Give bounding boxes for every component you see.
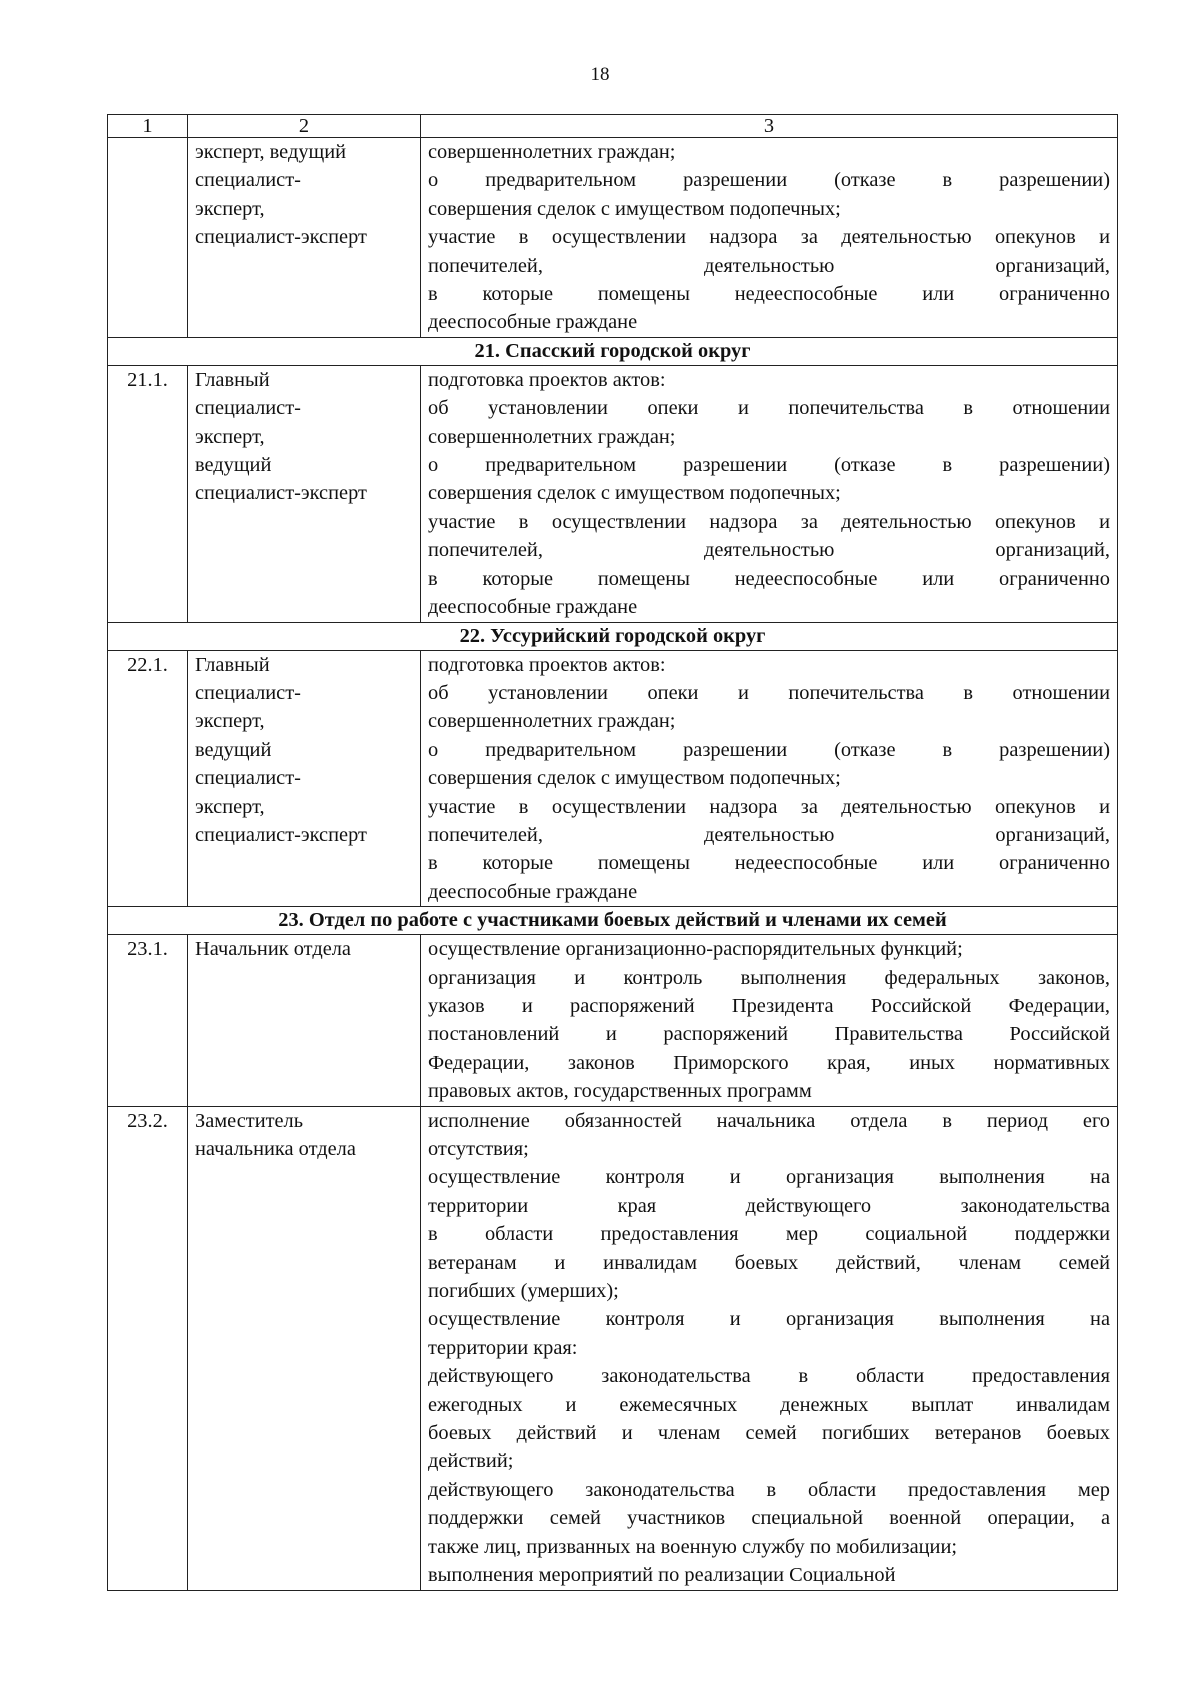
duties-cell — [421, 935, 1118, 1106]
position-cell — [188, 650, 421, 907]
row-number — [108, 138, 188, 338]
duty-line: отсутствия; — [428, 1138, 529, 1160]
position-line: эксперт, — [195, 795, 265, 818]
duty-line: поддержки семей участников специальной военной операции, а — [428, 1507, 1110, 1530]
position-line: ведущий — [195, 738, 272, 761]
duty-line: действующего законодательства в области предоставления мер — [428, 1478, 1110, 1501]
position-line: Заместитель — [195, 1109, 304, 1132]
header-col-3: 3 — [421, 115, 1118, 138]
duty-line: организация и контроль выполнения федеральных законов, — [428, 966, 1110, 989]
position-line: эксперт, — [195, 197, 265, 220]
position-line: специалист-эксперт — [195, 823, 367, 846]
position-cell — [188, 935, 421, 1106]
section-row — [108, 907, 1118, 935]
duty-line: действий; — [428, 1450, 514, 1473]
duty-line: о предварительном разрешении (отказе в разрешении) — [428, 454, 1110, 477]
row-number: 21.1. — [108, 365, 188, 622]
section-title: 23. Отдел по работе с участниками боевых действий и членами их семей — [108, 907, 1118, 935]
duty-line: ветеранам и инвалидам боевых действий, членам семей — [428, 1251, 1110, 1274]
duty-line: попечителей, деятельностью организаций, — [428, 823, 1110, 846]
duty-line: попечителей, деятельностью организаций, — [428, 539, 1110, 562]
position-line: специалист-эксперт — [195, 226, 367, 249]
position-cell — [188, 138, 421, 338]
duty-line: об установлении опеки и попечительства в отношении — [428, 681, 1110, 704]
duty-line: осуществление контроля и организация выполнения на — [428, 1308, 1110, 1331]
table-header-row — [108, 115, 1118, 138]
duties-cell — [421, 1106, 1118, 1590]
duty-line: в которые помещены недееспособные или ограниченно — [428, 567, 1110, 590]
duty-line: боевых действий и членам семей погибших ветеранов боевых — [428, 1422, 1110, 1445]
duty-line: совершения сделок с имуществом подопечных; — [428, 482, 841, 505]
duty-line: попечителей, деятельностью организаций, — [428, 254, 1110, 277]
section-title: 22. Уссурийский городской округ — [108, 622, 1118, 650]
duty-line: совершеннолетних граждан; — [428, 710, 676, 733]
duty-line: исполнение обязанностей начальника отдела в период его — [428, 1109, 1110, 1132]
table-row — [108, 1106, 1118, 1590]
duty-line: также лиц, призванных на военную службу по мобилизации; — [428, 1535, 958, 1558]
position-line: эксперт, — [195, 425, 265, 448]
duty-line: в которые помещены недееспособные или ограниченно — [428, 852, 1110, 875]
duty-line: выполнения мероприятий по реализации Социальной — [428, 1564, 896, 1587]
position-line: Главный — [195, 653, 270, 676]
position-line: ведущий — [195, 454, 272, 477]
section-title: 21. Спасский городской округ — [108, 337, 1118, 365]
duty-line: о предварительном разрешении (отказе в разрешении) — [428, 169, 1110, 192]
duty-line: Федерации, законов Приморского края, иных нормативных — [428, 1051, 1110, 1074]
row-number: 22.1. — [108, 650, 188, 907]
duty-line: действующего законодательства в области предоставления — [428, 1365, 1110, 1388]
duty-line: совершеннолетних граждан; — [428, 425, 676, 448]
position-line: специалист-эксперт — [195, 482, 367, 505]
duty-line: подготовка проектов актов: — [428, 653, 666, 676]
duty-line: указов и распоряжений Президента Российской Федерации, — [428, 994, 1110, 1017]
duty-line: совершения сделок с имуществом подопечных; — [428, 197, 841, 220]
section-row — [108, 622, 1118, 650]
duty-line: территории края действующего законодательства — [428, 1194, 1110, 1217]
duty-line: участие в осуществлении надзора за деятельностью опекунов и — [428, 226, 1110, 249]
duty-line: подготовка проектов актов: — [428, 368, 666, 391]
header-col-1: 1 — [108, 115, 188, 138]
duties-table — [107, 114, 1118, 1591]
header-col-2: 2 — [188, 115, 421, 138]
section-row — [108, 337, 1118, 365]
duty-line: участие в осуществлении надзора за деятельностью опекунов и — [428, 795, 1110, 818]
position-line: специалист- — [195, 169, 301, 192]
duty-line: в которые помещены недееспособные или ограниченно — [428, 283, 1110, 306]
duties-cell — [421, 365, 1118, 622]
position-line: специалист- — [195, 767, 301, 790]
table-row — [108, 935, 1118, 1106]
position-line: Начальник отдела — [195, 938, 351, 961]
duty-line: погибших (умерших); — [428, 1280, 619, 1303]
duty-line: в области предоставления мер социальной поддержки — [428, 1223, 1110, 1246]
position-cell — [188, 365, 421, 622]
row-number: 23.1. — [108, 935, 188, 1106]
duty-line: об установлении опеки и попечительства в отношении — [428, 397, 1110, 420]
duty-line: правовых актов, государственных программ — [428, 1080, 812, 1103]
position-line: эксперт, ведущий — [195, 141, 347, 163]
position-line: начальника отдела — [195, 1138, 356, 1160]
position-line: Главный — [195, 368, 270, 391]
table-row — [108, 365, 1118, 622]
position-line: специалист- — [195, 397, 301, 420]
position-line: эксперт, — [195, 710, 265, 733]
table-row — [108, 138, 1118, 338]
duty-line: совершения сделок с имуществом подопечных; — [428, 767, 841, 790]
duty-line: осуществление организационно-распорядительных функций; — [428, 938, 963, 961]
duty-line: о предварительном разрешении (отказе в разрешении) — [428, 738, 1110, 761]
position-line: специалист- — [195, 681, 301, 704]
duty-line: дееспособные граждане — [428, 880, 638, 903]
row-number: 23.2. — [108, 1106, 188, 1590]
duty-line: территории края: — [428, 1336, 578, 1359]
page-number: 18 — [590, 64, 610, 85]
duty-line: совершеннолетних граждан; — [428, 141, 676, 163]
duties-cell — [421, 650, 1118, 907]
table-row — [108, 650, 1118, 907]
duty-line: дееспособные граждане — [428, 311, 638, 334]
duties-cell — [421, 138, 1118, 338]
duty-line: участие в осуществлении надзора за деятельностью опекунов и — [428, 510, 1110, 533]
duty-line: ежегодных и ежемесячных денежных выплат инвалидам — [428, 1393, 1110, 1416]
duty-line: дееспособные граждане — [428, 596, 638, 619]
position-cell — [188, 1106, 421, 1590]
duty-line: осуществление контроля и организация выполнения на — [428, 1166, 1110, 1189]
duty-line: постановлений и распоряжений Правительства Российской — [428, 1023, 1110, 1046]
